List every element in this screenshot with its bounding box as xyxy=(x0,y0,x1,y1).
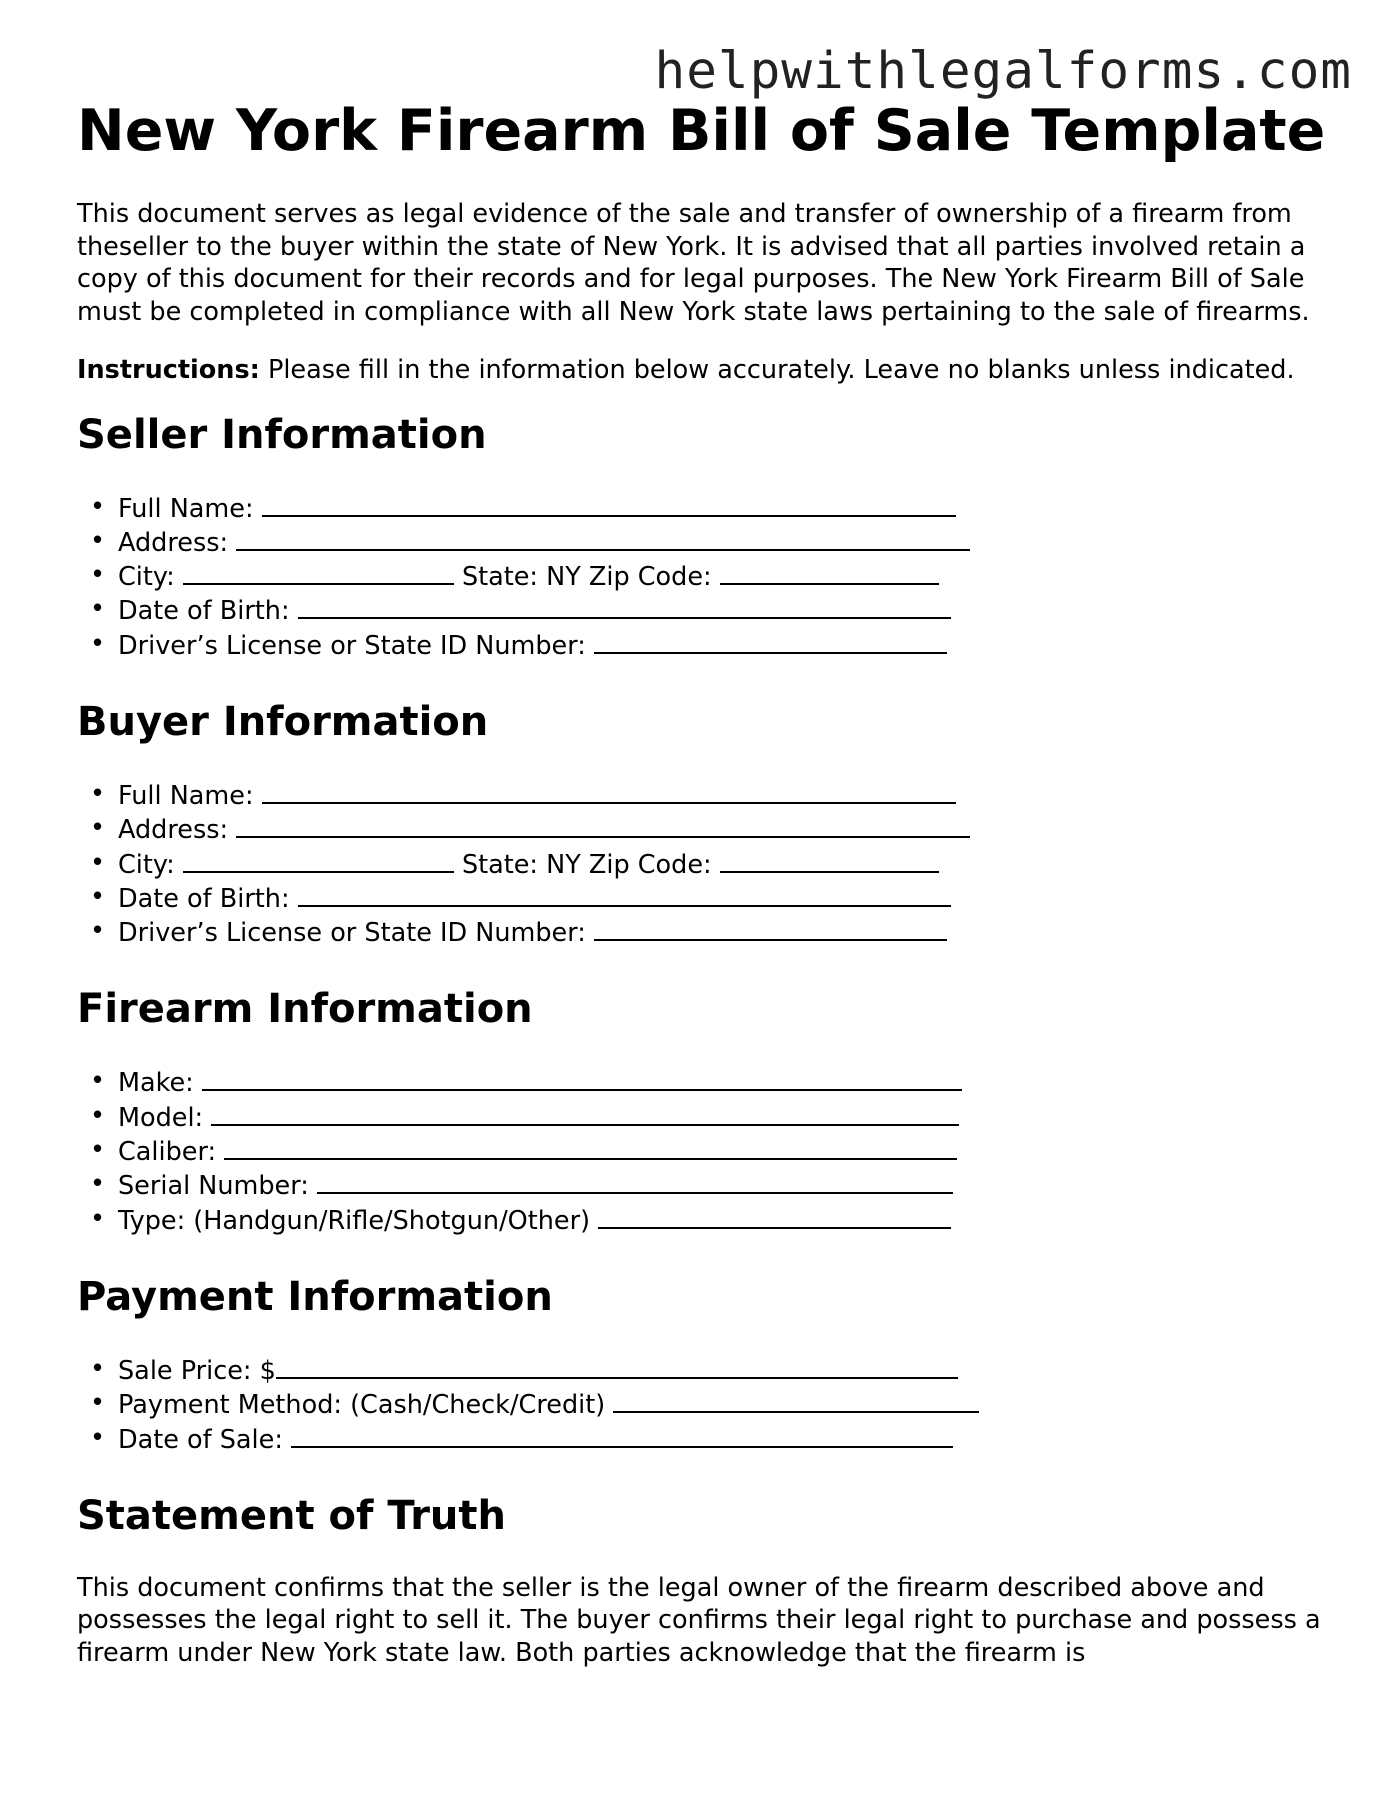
list-item xyxy=(118,847,1327,881)
list-item xyxy=(118,1168,1327,1202)
buyer-zip-field[interactable] xyxy=(720,847,939,873)
payment-heading: Payment Information xyxy=(77,1273,553,1320)
watermark: helpwithlegalforms.com xyxy=(654,42,1352,101)
buyer-city-field[interactable] xyxy=(183,847,454,873)
buyer-city-label: City: xyxy=(118,849,175,880)
list-item xyxy=(118,1422,1327,1456)
seller-state-zip-label: State: NY Zip Code: xyxy=(461,562,712,593)
payment-method-label: Payment Method: (Cash/Check/Credit) xyxy=(118,1390,606,1421)
seller-heading: Seller Information xyxy=(77,411,487,458)
list-item xyxy=(118,1203,1327,1237)
statement-heading: Statement of Truth xyxy=(77,1492,507,1539)
list-item xyxy=(118,628,1327,662)
list-item xyxy=(118,881,1327,915)
statement-paragraph: This document confirms that the seller is the legal owner of the firearm described above and possesses the legal right to sell it. The buyer confirms their legal right to purchase and possess a firearm under New York state law. Both parties acknowledge that the firearm is xyxy=(77,1572,1321,1668)
payment-method-field[interactable] xyxy=(613,1387,979,1413)
list-item xyxy=(118,1065,1327,1099)
list-item xyxy=(118,1100,1327,1134)
list-item xyxy=(118,525,1327,559)
firearm-type-field[interactable] xyxy=(598,1203,951,1229)
payment-date-label: Date of Sale: xyxy=(118,1424,283,1455)
firearm-caliber-label: Caliber: xyxy=(118,1137,217,1168)
buyer-fields xyxy=(77,778,1327,949)
firearm-make-field[interactable] xyxy=(202,1065,962,1091)
buyer-heading: Buyer Information xyxy=(77,698,489,745)
seller-dob-label: Date of Birth: xyxy=(118,596,290,627)
firearm-make-label: Make: xyxy=(118,1068,194,1099)
firearm-serial-field[interactable] xyxy=(317,1168,953,1194)
seller-full-name-field[interactable] xyxy=(262,491,956,517)
buyer-dob-label: Date of Birth: xyxy=(118,883,290,914)
instructions-paragraph xyxy=(77,354,1327,387)
seller-zip-field[interactable] xyxy=(720,559,939,585)
buyer-dob-field[interactable] xyxy=(298,881,951,907)
list-item xyxy=(118,1134,1327,1168)
intro-paragraph: This document serves as legal evidence of the sale and transfer of ownership of a firearm from theseller to the buyer within the state of New York. It is advised that all parties involved retain a copy of this document for their records and for legal purposes. The New York Firearm Bill of Sale must be completed in compliance with all New York state laws pertaining to the sale of firearms. xyxy=(77,199,1310,327)
document-body xyxy=(77,198,1327,1693)
firearm-caliber-field[interactable] xyxy=(224,1134,957,1160)
list-item xyxy=(118,593,1327,627)
buyer-state-zip-label: State: NY Zip Code: xyxy=(461,849,712,880)
buyer-full-name-field[interactable] xyxy=(262,778,956,804)
instructions-label: Instructions: xyxy=(77,355,260,385)
buyer-license-label: Driver’s License or State ID Number: xyxy=(118,918,586,949)
seller-full-name-label: Full Name: xyxy=(118,493,254,524)
seller-fields xyxy=(77,491,1327,662)
list-item xyxy=(118,491,1327,525)
firearm-fields xyxy=(77,1065,1327,1236)
payment-price-field[interactable] xyxy=(276,1353,958,1379)
payment-price-label: Sale Price: $ xyxy=(118,1355,276,1386)
seller-city-field[interactable] xyxy=(183,559,454,585)
firearm-heading: Firearm Information xyxy=(77,986,533,1033)
firearm-model-label: Model: xyxy=(118,1102,204,1133)
page-title: New York Firearm Bill of Sale Template xyxy=(77,98,1326,164)
seller-license-label: Driver’s License or State ID Number: xyxy=(118,630,586,661)
list-item xyxy=(118,1353,1327,1387)
seller-license-field[interactable] xyxy=(594,628,947,654)
firearm-model-field[interactable] xyxy=(211,1100,959,1126)
list-item xyxy=(118,915,1327,949)
buyer-address-field[interactable] xyxy=(236,812,970,838)
list-item xyxy=(118,812,1327,846)
list-item xyxy=(118,1387,1327,1421)
seller-address-field[interactable] xyxy=(236,525,970,551)
seller-dob-field[interactable] xyxy=(298,593,951,619)
payment-date-field[interactable] xyxy=(291,1422,953,1448)
buyer-address-label: Address: xyxy=(118,815,229,846)
list-item xyxy=(118,778,1327,812)
buyer-full-name-label: Full Name: xyxy=(118,780,254,811)
seller-city-label: City: xyxy=(118,562,175,593)
firearm-serial-label: Serial Number: xyxy=(118,1171,309,1202)
firearm-type-label: Type: (Handgun/Rifle/Shotgun/Other) xyxy=(118,1205,591,1236)
buyer-license-field[interactable] xyxy=(594,915,947,941)
seller-address-label: Address: xyxy=(118,527,229,558)
instructions-text: Please fill in the information below accurately. Leave no blanks unless indicated. xyxy=(259,355,1295,385)
payment-fields xyxy=(77,1353,1327,1456)
list-item xyxy=(118,559,1327,593)
